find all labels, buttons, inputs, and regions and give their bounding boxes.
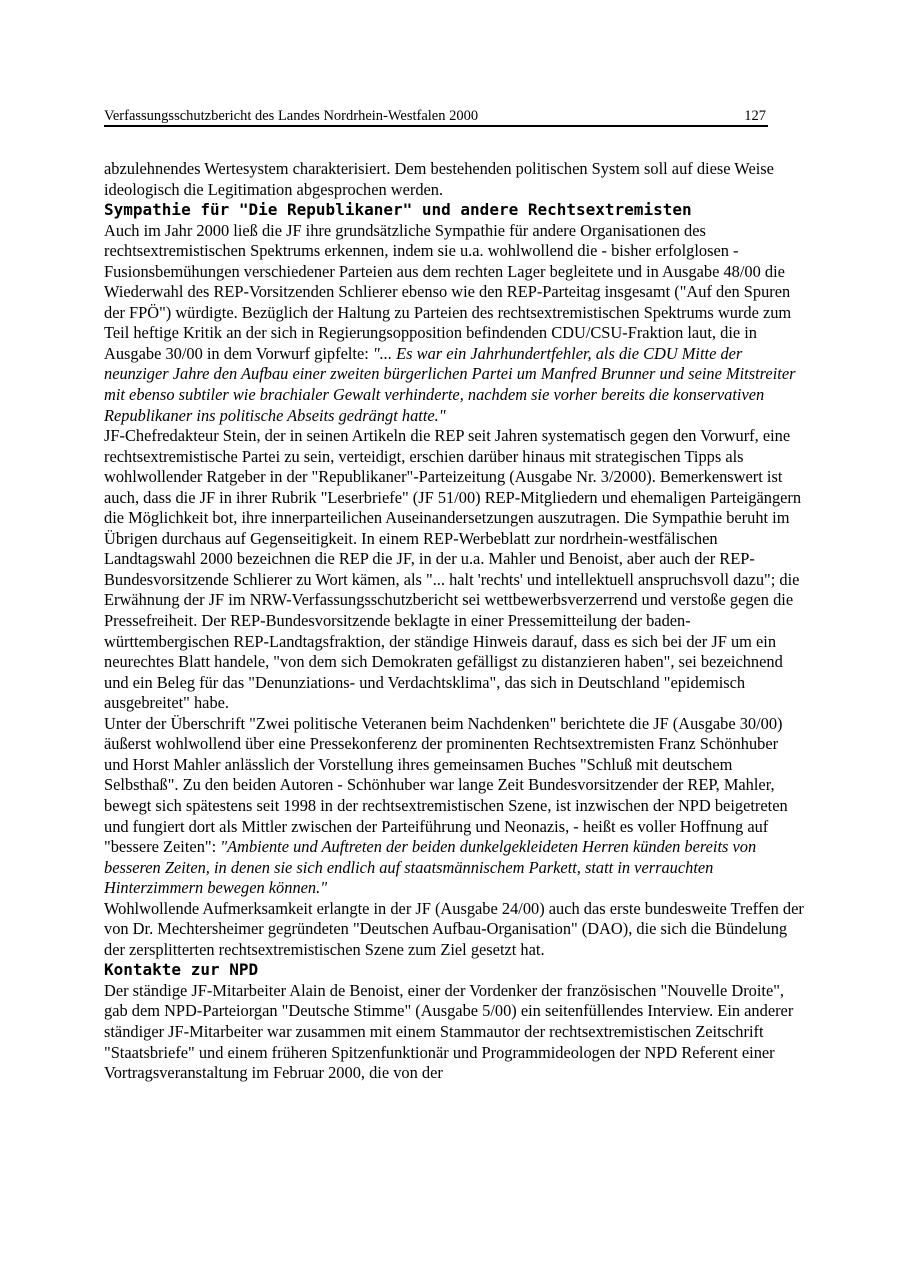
paragraph: Der ständige JF-Mitarbeiter Alain de Benoist, einer der Vordenker der französischen "Nouvelle Droite", gab dem NPD-Parteiorgan "Deutsche Stimme" (Ausgabe 5/00) ein seitenfüllendes Interview. Ein anderer ständiger JF-Mitarbeiter war zusammen mit einem Stammautor der rechtsextremistischen Zeitschrift "Staatsbriefe" und einem früheren Spitzenfunktionär und Programmideologen der NPD Referent einer Vortragsveranstaltung im Februar 2000, die von der [104, 980, 794, 1083]
header-title: Verfassungsschutzbericht des Landes Nordrhein-Westfalen 2000 [104, 108, 479, 124]
quotation: "... Es war ein Jahrhundertfehler, als die CDU Mitte der neunziger Jahre den Aufbau einer zweiten bürgerlichen Partei um Manfred Brunner und seine Mitstreiter mit ebenso subtiler wie brachialer Gewalt verhinderte, nachdem sie vorher bereits die konservativen Republikaner ins politische Abseits gedrängt hatte." [104, 343, 796, 425]
quotation: "Ambiente und Auftreten der beiden dunkelgekleideten Herren künden bereits von besseren Zeiten, in denen sie sich endlich auf staatsmännischem Parkett, statt in verrauchten Hinterzimmern bewegen können." [104, 837, 757, 898]
section-heading: Kontakte zur NPD [104, 960, 259, 980]
paragraph [104, 714, 804, 899]
page-number: 127 [744, 108, 766, 124]
paragraph-text: Auch im Jahr 2000 ließ die JF ihre grundsätzliche Sympathie für andere Organisationen des rechtsextremistischen Spektrums erkennen, indem sie u.a. wohlwollend die - bisher erfolglosen - Fusionsbemühungen verschiedener Parteien aus dem rechten Lager begleitete und in Ausgabe 48/00 die Wiederwahl des REP-Vorsitzenden Schlierer ebenso wie den REP-Parteitag insgesamt ("Auf den Spuren der FPÖ") würdigte. Bezüglich der Haltung zu Parteien des rechtsextremistischen Spektrums wurde zum Teil heftige Kritik an der sich in Regierungsopposition befindenden CDU/CSU-Fraktion laut, die in Ausgabe 30/00 in dem Vorwurf gipfelte: [104, 220, 792, 363]
page-header [104, 108, 768, 127]
paragraph: abzulehnendes Wertesystem charakterisiert. Dem bestehenden politischen System soll auf diese Weise ideologisch die Legitimation abgesprochen werden. [104, 159, 774, 199]
paragraph [104, 221, 804, 426]
paragraph-text: Unter der Überschrift "Zwei politische Veteranen beim Nachdenken" berichtete die JF (Ausgabe 30/00) äußerst wohlwollend über eine Pressekonferenz der prominenten Rechtsextremisten Franz Schönhuber und Horst Mahler anlässlich der Vorstellung ihres gemeinsamen Buches "Schluß mit deutschem Selbsthaß". Zu den beiden Autoren - Schönhuber war lange Zeit Bundesvorsitzender der REP, Mahler, bewegt sich spätestens seit 1998 in der rechtsextremistischen Szene, ist inzwischen der NPD beigetreten und fungiert dort als Mittler zwischen der Parteiführung und Neonazis, - heißt es voller Hoffnung auf "bessere Zeiten": [104, 713, 788, 857]
paragraph: Wohlwollende Aufmerksamkeit erlangte in der JF (Ausgabe 24/00) auch das erste bundesweite Treffen der von Dr. Mechtersheimer gegründeten "Deutschen Aufbau-Organisation" (DAO), die sich die Bündelung der zersplitterten rechtsextremistischen Szene zum Ziel gesetzt hat. [104, 898, 804, 959]
paragraph: JF-Chefredakteur Stein, der in seinen Artikeln die REP seit Jahren systematisch gegen den Vorwurf, eine rechtsextremistische Partei zu sein, verteidigt, erschien darüber hinaus mit strategischen Tipps als wohlwollender Ratgeber in der "Republikaner"-Parteizeitung (Ausgabe Nr. 3/2000). Bemerkenswert ist auch, dass die JF in ihrer Rubrik "Leserbriefe" (JF 51/00) REP-Mitgliedern und ehemaligen Parteigängern die Möglichkeit bot, ihre innerparteilichen Auseinandersetzungen auszutragen. Die Sympathie beruht im Übrigen durchaus auf Gegenseitigkeit. In einem REP-Werbeblatt zur nordrhein-westfälischen Landtagswahl 2000 bezeichnen die REP die JF, in der u.a. Mahler und Benoist, aber auch der REP-Bundesvorsitzende Schlierer zu Wort kämen, als "... halt 'rechts' und intellektuell anspruchsvoll dazu"; die Erwähnung der JF im NRW-Verfassungsschutzbericht sei wettbewerbsverzerrend und verstoße gegen die Pressefreiheit. Der REP-Bundesvorsitzende beklagte in einer Pressemitteilung der baden-württembergischen REP-Landtagsfraktion, der ständige Hinweis darauf, dass es sich bei der JF um ein neurechtes Blatt handele, "von dem sich Demokraten gefälligst zu distanzieren haben", sei bezeichnend und ein Beleg für das "Denunziations- und Verdachtsklima", das sich in Deutschland "epidemisch ausgebreitet" habe. [104, 426, 802, 713]
document-body [104, 159, 804, 1084]
section-heading: Sympathie für "Die Republikaner" und andere Rechtsextremisten [104, 200, 692, 220]
